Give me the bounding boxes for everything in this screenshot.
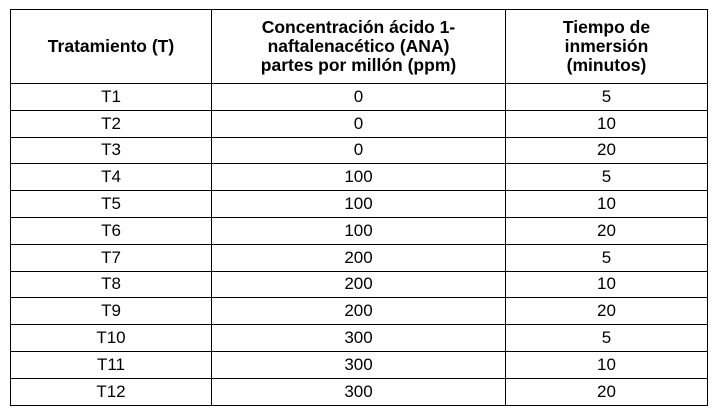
cell-concentration: 100 xyxy=(212,191,506,218)
header-treatment-line: Tratamiento (T) xyxy=(47,36,175,56)
cell-immersion-time: 10 xyxy=(506,271,708,298)
table-row xyxy=(11,378,708,405)
cell-immersion-time: 10 xyxy=(506,110,708,137)
cell-concentration: 300 xyxy=(212,378,506,405)
cell-immersion-time: 20 xyxy=(506,217,708,244)
table-row xyxy=(11,110,708,137)
cell-immersion-time: 20 xyxy=(506,378,708,405)
cell-immersion-time: 20 xyxy=(506,298,708,325)
table-row xyxy=(11,164,708,191)
cell-treatment: T4 xyxy=(11,164,212,191)
cell-concentration: 200 xyxy=(212,271,506,298)
table-row xyxy=(11,271,708,298)
cell-treatment: T6 xyxy=(11,217,212,244)
cell-treatment: T11 xyxy=(11,351,212,378)
cell-concentration: 100 xyxy=(212,164,506,191)
cell-treatment: T5 xyxy=(11,191,212,218)
cell-treatment: T12 xyxy=(11,378,212,405)
table-row xyxy=(11,351,708,378)
table-row xyxy=(11,191,708,218)
cell-treatment: T3 xyxy=(11,137,212,164)
cell-concentration: 300 xyxy=(212,351,506,378)
table-row xyxy=(11,298,708,325)
table-row xyxy=(11,137,708,164)
cell-concentration: 300 xyxy=(212,325,506,352)
cell-immersion-time: 20 xyxy=(506,137,708,164)
cell-treatment: T8 xyxy=(11,271,212,298)
header-immersion-time-line: (minutos) xyxy=(566,55,647,75)
table-row xyxy=(11,244,708,271)
table-row xyxy=(11,84,708,111)
header-immersion-time-line: Tiempo de xyxy=(562,17,651,37)
cell-treatment: T10 xyxy=(11,325,212,352)
treatment-table-container xyxy=(10,9,707,406)
cell-treatment: T1 xyxy=(11,84,212,111)
cell-concentration: 200 xyxy=(212,244,506,271)
cell-concentration: 200 xyxy=(212,298,506,325)
table-body xyxy=(11,84,708,406)
table-row xyxy=(11,217,708,244)
table-header xyxy=(11,10,708,84)
header-row xyxy=(11,10,708,84)
cell-immersion-time: 5 xyxy=(506,244,708,271)
header-concentration xyxy=(212,10,506,84)
cell-immersion-time: 5 xyxy=(506,325,708,352)
cell-immersion-time: 5 xyxy=(506,164,708,191)
header-concentration-line: naftalenacético (ANA) xyxy=(267,36,450,56)
table-row xyxy=(11,325,708,352)
cell-concentration: 0 xyxy=(212,110,506,137)
cell-immersion-time: 10 xyxy=(506,351,708,378)
treatment-table xyxy=(10,9,708,406)
cell-treatment: T7 xyxy=(11,244,212,271)
cell-immersion-time: 5 xyxy=(506,84,708,111)
cell-immersion-time: 10 xyxy=(506,191,708,218)
header-concentration-line: partes por millón (ppm) xyxy=(260,55,457,75)
header-immersion-time xyxy=(506,10,708,84)
header-concentration-line: Concentración ácido 1- xyxy=(261,17,456,37)
cell-concentration: 100 xyxy=(212,217,506,244)
cell-treatment: T2 xyxy=(11,110,212,137)
cell-concentration: 0 xyxy=(212,84,506,111)
header-immersion-time-line: inmersión xyxy=(564,36,649,56)
header-treatment xyxy=(11,10,212,84)
cell-concentration: 0 xyxy=(212,137,506,164)
cell-treatment: T9 xyxy=(11,298,212,325)
